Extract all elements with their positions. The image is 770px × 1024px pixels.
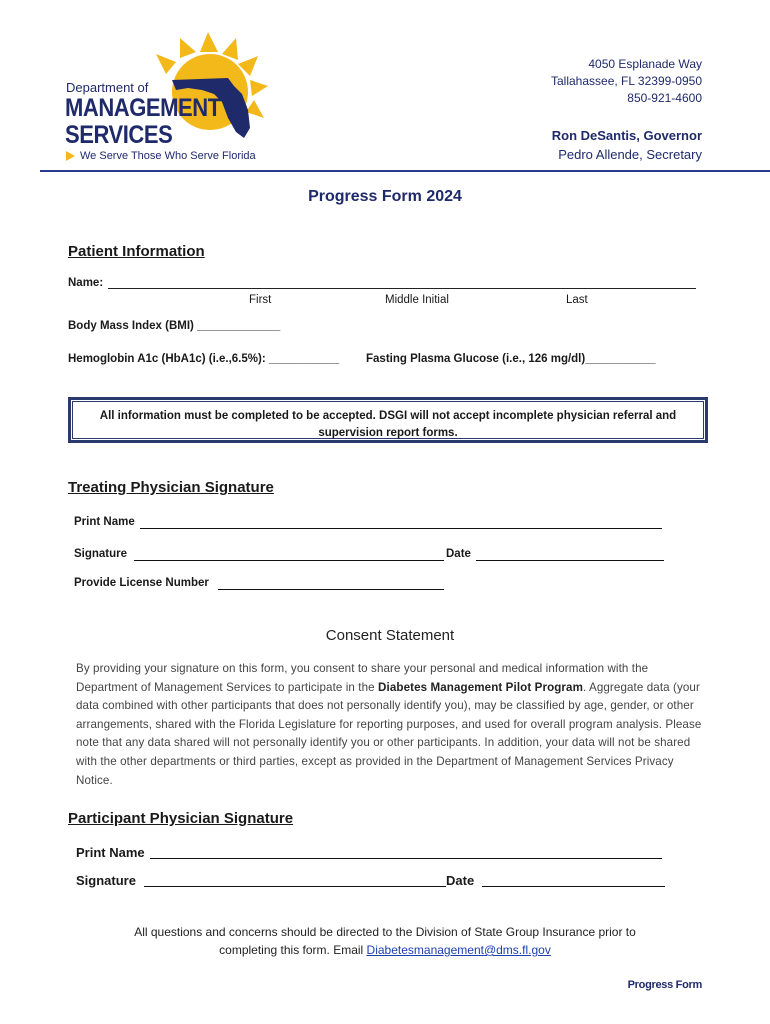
- treating-date-label: Date: [446, 548, 471, 560]
- address-phone: 850-921-4600: [627, 91, 702, 105]
- participant-physician-heading: Participant Physician Signature: [68, 810, 294, 827]
- name-input-line[interactable]: [108, 288, 696, 289]
- treating-print-name-label: Print Name: [74, 516, 135, 528]
- email-link[interactable]: Diabetesmanagement@dms.fl.gov: [366, 943, 551, 957]
- notice-line-2: supervision report forms.: [318, 427, 458, 439]
- contact-note-line-1: All questions and concerns should be directed to the Division of State Group Insurance prior to: [134, 925, 636, 939]
- participant-signature-line[interactable]: [144, 886, 446, 887]
- address-city: Tallahassee, FL 32399-0950: [551, 74, 702, 88]
- hba1c-field[interactable]: Hemoglobin A1c (HbA1c) (i.e.,6.5%): ___________: [68, 353, 340, 365]
- treating-signature-line[interactable]: [134, 560, 444, 561]
- logo-management-text: MANAGEMENT: [65, 94, 221, 122]
- middle-initial-caption: Middle Initial: [385, 294, 449, 306]
- last-name-caption: Last: [566, 294, 588, 306]
- dms-logo: [62, 30, 272, 170]
- completion-notice-box: [68, 397, 708, 443]
- contact-note-prefix: completing this form. Email: [219, 943, 367, 957]
- consent-text-part-1: By providing your signature on this form, you consent to share your personal and medical information with the Department of Management Services to participate in the: [76, 662, 649, 694]
- patient-info-heading: Patient Information: [68, 243, 205, 260]
- bmi-field[interactable]: Body Mass Index (BMI) _____________: [68, 320, 281, 332]
- governor-name: Ron DeSantis, Governor: [551, 128, 702, 143]
- treating-print-name-line[interactable]: [140, 528, 662, 529]
- license-number-label: Provide License Number: [74, 577, 209, 589]
- program-name: Diabetes Management Pilot Program: [378, 680, 583, 694]
- first-name-caption: First: [249, 294, 272, 306]
- license-number-line[interactable]: [218, 589, 444, 590]
- logo-tagline: We Serve Those Who Serve Florida: [80, 150, 256, 162]
- fasting-glucose-field[interactable]: Fasting Plasma Glucose (i.e., 126 mg/dl)___________: [366, 353, 656, 365]
- logo-services-text: SERVICES: [65, 121, 173, 149]
- consent-heading: Consent Statement: [325, 627, 455, 644]
- treating-physician-heading: Treating Physician Signature: [68, 479, 274, 496]
- page-title: Progress Form 2024: [308, 188, 462, 205]
- participant-signature-label: Signature: [76, 873, 136, 888]
- participant-date-line[interactable]: [482, 886, 665, 887]
- footer-form-label: Progress Form: [627, 979, 702, 991]
- participant-print-name-label: Print Name: [76, 845, 145, 860]
- treating-date-line[interactable]: [476, 560, 664, 561]
- address-street: 4050 Esplanade Way: [588, 57, 702, 71]
- consent-text: [76, 660, 706, 790]
- participant-date-label: Date: [446, 873, 475, 888]
- treating-signature-label: Signature: [74, 548, 128, 560]
- name-label: Name:: [68, 277, 104, 289]
- header-divider: [40, 170, 770, 172]
- play-arrow-icon: [66, 151, 75, 161]
- participant-print-name-line[interactable]: [150, 858, 662, 859]
- notice-line-1: All information must be completed to be accepted. DSGI will not accept incomplete physician referral and: [99, 410, 677, 422]
- secretary-name: Pedro Allende, Secretary: [558, 147, 702, 162]
- contact-note-line-2: [80, 941, 690, 959]
- contact-note: [80, 923, 690, 959]
- consent-text-part-2: . Aggregate data (your data combined with other participants that does not personally identify you), may be classified by age, gender, or other arrangements, shared with the Florida Legislature for reporting purposes, and used for overall program analysis. Please note that any data shared will not personally identify you or other participants. In addition, your data will not be shared with the other departments or third parties, except as provided in the Department of Management Services Privacy Notice.: [76, 680, 702, 787]
- logo-department-text: Department of: [66, 80, 149, 95]
